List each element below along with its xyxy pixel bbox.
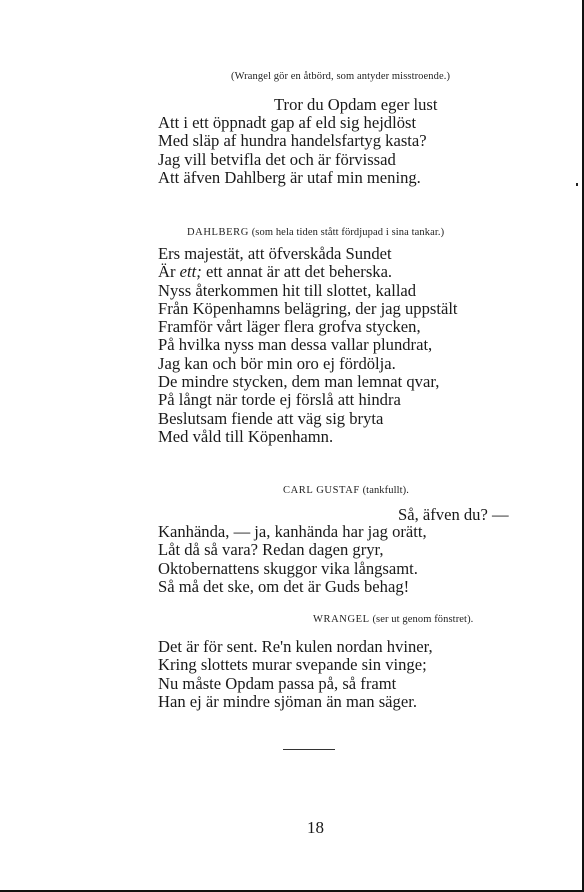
stage-direction-text: (som hela tiden stått fördjupad i sina tankar.): [251, 227, 445, 238]
verse-block-2: [158, 245, 458, 446]
margin-mark: [576, 183, 578, 186]
verse-line: Framför vårt läger flera grofva stycken,: [158, 317, 421, 337]
verse-line-indented: Så, äfven du? —: [398, 505, 509, 524]
verse-block-4: [158, 638, 433, 711]
verse-line: Är ett; ett annat är att det beherska.: [158, 262, 393, 282]
verse-line: Beslutsam fiende att väg sig bryta: [158, 408, 384, 428]
stage-direction-wrangel-gesture: (Wrangel gör en åtbörd, som antyder misstroende.): [231, 71, 451, 82]
stage-direction-text: (tankfullt).: [362, 485, 409, 496]
speaker-name: CARL GUSTAF: [283, 485, 360, 496]
section-rule: [283, 749, 335, 750]
verse-line: Att äfven Dahlberg är utaf min mening.: [158, 167, 421, 187]
verse-line: Nyss återkommen hit till slottet, kallad: [158, 280, 417, 300]
page-number: 18: [307, 818, 324, 837]
stage-direction-carl-gustaf: [283, 485, 409, 496]
emphasis: ett;: [179, 262, 202, 282]
verse-line: Jag vill betvifla det och är förvissad: [158, 149, 396, 169]
verse-line: Kanhända, — ja, kanhända har jag orätt,: [158, 522, 427, 541]
stage-direction-text: (ser ut genom fönstret).: [372, 614, 474, 625]
verse-line: Jag kan och bör min oro ej fördölja.: [158, 353, 396, 373]
verse-line: Nu måste Opdam passa på, så framt: [158, 673, 397, 693]
verse-line: Att i ett öppnadt gap af eld sig hejdlöst: [158, 113, 417, 132]
verse-line: Så må det ske, om det är Guds behag!: [158, 576, 410, 596]
verse-line: Från Köpenhamns belägring, der jag uppstält: [158, 298, 458, 318]
verse-line: Låt då så vara? Redan dagen gryr,: [158, 540, 384, 560]
speaker-name: WRANGEL: [313, 614, 370, 625]
verse-line-indented: Tror du Opdam eger lust: [274, 95, 438, 114]
verse-line: Ers majestät, att öfverskåda Sundet: [158, 244, 392, 263]
verse-line: De mindre stycken, dem man lemnat qvar,: [158, 372, 440, 392]
stage-direction-dahlberg: [187, 227, 444, 238]
verse-line: Kring slottets murar svepande sin vinge;: [158, 655, 427, 675]
verse-block-1: [158, 114, 427, 187]
verse-line: Det är för sent. Re'n kulen nordan hviner,: [158, 637, 433, 656]
verse-line: Oktobernattens skuggor vika långsamt.: [158, 558, 418, 578]
verse-line: Med våld till Köpenhamn.: [158, 426, 334, 446]
stage-direction-wrangel-window: [313, 614, 473, 625]
speaker-name: DAHLBERG: [187, 227, 249, 238]
verse-block-3: [158, 523, 427, 596]
verse-line: På hvilka nyss man dessa vallar plundrat,: [158, 335, 433, 355]
verse-line: På långt när torde ej förslå att hindra: [158, 390, 401, 410]
verse-line: Han ej är mindre sjöman än man säger.: [158, 691, 417, 711]
verse-line: Med släp af hundra handelsfartyg kasta?: [158, 131, 427, 151]
